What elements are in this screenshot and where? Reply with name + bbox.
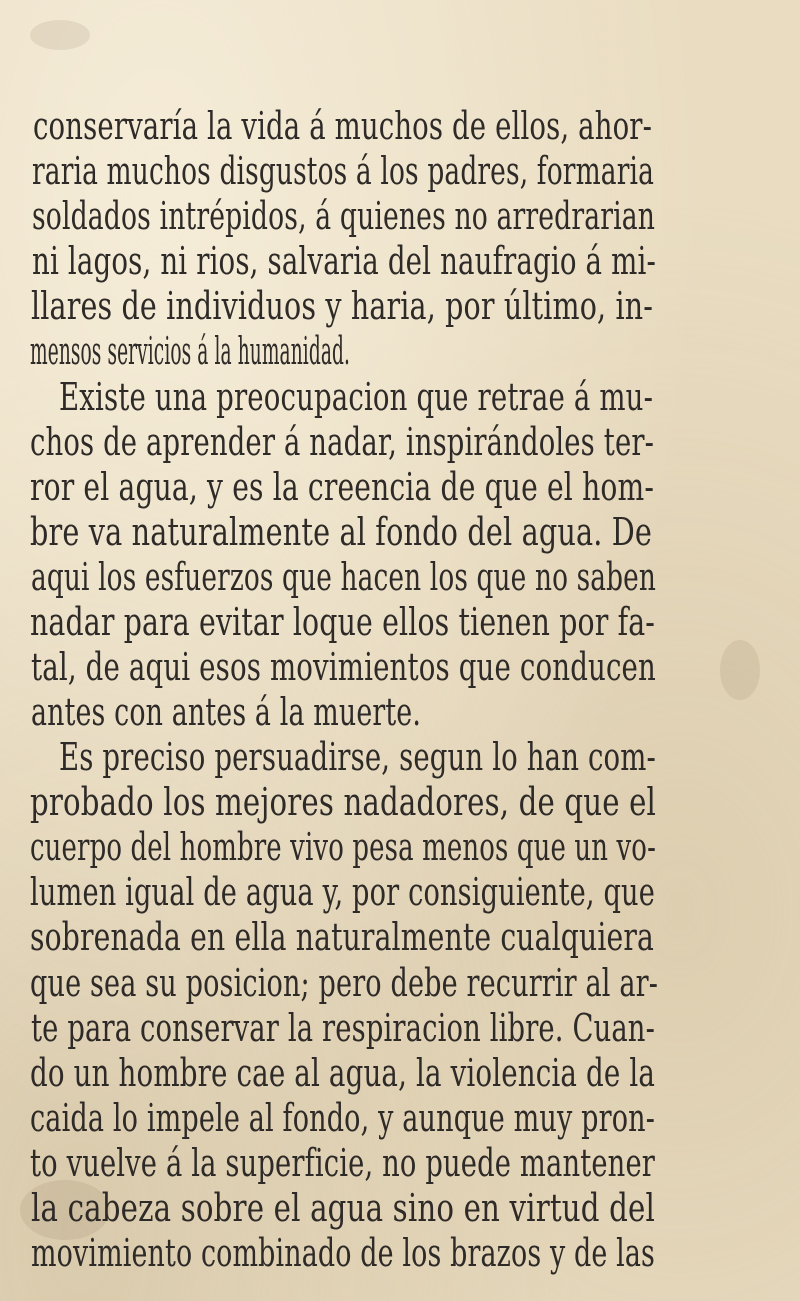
line-text: la cabeza sobre el agua sino en virtud del [31, 1185, 655, 1230]
paper-stain [30, 20, 90, 50]
line-text: do un hombre cae al agua, la violencia de la [30, 1050, 656, 1095]
line-text: raria muchos disgustos á los padres, formaria [32, 149, 655, 194]
line-text: to vuelve á la superficie, no puede mantener [30, 1140, 656, 1185]
line-text: ror el agua, y es la creencia de que el hom- [30, 464, 654, 509]
line-text: aqui los esfuerzos que hacen los que no saben [31, 554, 657, 599]
line-text: Es preciso persuadirse, segun lo han com- [59, 735, 656, 780]
line-text: te para conservar la respiracion libre. Cuan- [31, 1005, 655, 1050]
line-text: que sea su posicion; pero debe recurrir al ar- [30, 960, 659, 1005]
line-text: soldados intrépidos, á quienes no arredrarian [32, 194, 656, 239]
line-text: caida lo impele al fondo, y aunque muy pron- [30, 1095, 656, 1140]
line-text: nadar para evitar loque ellos tienen por fa- [30, 599, 656, 644]
line-text: probado los mejores nadadores, de que el [30, 780, 657, 825]
line-text: tal, de aqui esos movimientos que conducen [31, 645, 656, 689]
line-text: chos de aprender á nadar, inspirándoles ter- [30, 419, 655, 464]
line-text: antes con antes á la muerte. [31, 690, 422, 734]
text-line [0, 1227, 800, 1279]
line-text: bre va naturalmente al fondo del agua. De [30, 509, 653, 554]
line-text: sobrenada en ella naturalmente cualquiera [30, 915, 654, 960]
line-text: ni lagos, ni rios, salvaria del naufragio á mi- [32, 239, 656, 284]
line-text: cuerpo del hombre vivo pesa menos que un vo- [30, 825, 656, 870]
line-text: llares de individuos y haria, por último, in- [31, 284, 654, 329]
line-text: lumen igual de agua y, por consiguiente, que [30, 870, 655, 915]
line-text: movimiento combinado de los brazos y de las [31, 1231, 655, 1275]
line-text: mensos servicios á la humanidad. [30, 329, 351, 374]
line-text: conservaría la vida á muchos de ellos, ahor- [33, 104, 653, 148]
line-text: Existe una preocupacion que retrae á mu- [59, 374, 654, 419]
